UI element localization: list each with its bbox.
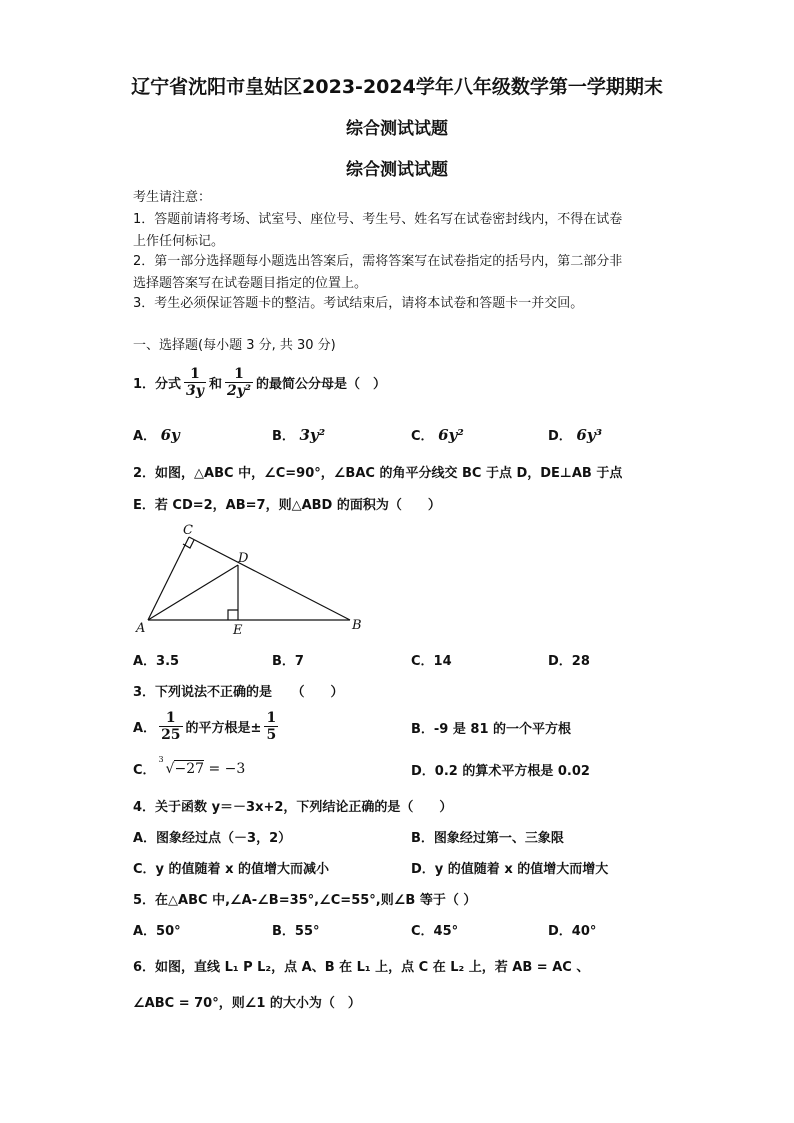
q1-option-d-label: D． <box>548 429 572 444</box>
q2-option-b: B．7 <box>272 654 304 669</box>
q3-option-a-fraction-2 <box>264 710 278 743</box>
q1-option-b-value: 3y² <box>299 426 326 444</box>
q4-option-c: C．y 的值随着 x 的值增大而减小 <box>133 862 329 877</box>
q5-option-d: D．40° <box>548 924 597 939</box>
q3-frac-num: 1 <box>165 709 176 726</box>
q1-option-a-label: A． <box>133 429 157 444</box>
q1-option-c <box>411 425 464 444</box>
q4-option-b: B．图象经过第一、三象限 <box>411 831 564 846</box>
q1-frac2-den: 2y² <box>226 382 251 399</box>
label-c: C <box>183 523 193 538</box>
q5-option-c: C．45° <box>411 924 459 939</box>
page-subtitle-repeat: 综合测试试题 <box>346 160 448 180</box>
label-b: B <box>352 618 362 633</box>
q2-option-c: C．14 <box>411 654 452 669</box>
q1-prefix: 1．分式 <box>133 376 182 392</box>
q3-option-c-label: C． <box>133 763 156 778</box>
q1-option-b <box>272 425 325 444</box>
question-6-line-2: ∠ABC = 70°，则∠1 的大小为（ ） <box>133 996 361 1011</box>
q3-option-a-fraction <box>159 710 182 743</box>
q1-frac2-num: 1 <box>234 365 244 382</box>
q1-option-a <box>133 425 180 444</box>
notice-item-1b: 上作任何标记。 <box>133 234 225 249</box>
q3-frac-den: 25 <box>161 726 181 743</box>
notice-item-1a: 1．答题前请将考场、试室号、座位号、考生号、姓名写在试卷密封线内，不得在试卷 <box>133 212 623 227</box>
label-d: D <box>238 551 249 566</box>
q3-option-a-label: A． <box>133 720 157 736</box>
segment-cb <box>189 537 350 620</box>
root-index: 3 <box>158 754 164 764</box>
triangle-figure <box>130 520 380 642</box>
q3-option-a-text: 的平方根是± <box>185 720 262 736</box>
label-a: A <box>136 621 146 636</box>
q4-option-a: A．图象经过点（－3，2） <box>133 831 292 846</box>
notice-heading: 考生请注意： <box>133 190 212 205</box>
right-angle-mark-e <box>228 610 238 620</box>
q1-option-a-value: 6y <box>160 426 180 444</box>
q2-option-a: A．3.5 <box>133 654 180 669</box>
q1-mid: 和 <box>208 376 222 392</box>
q5-option-b: B．55° <box>272 924 320 939</box>
q1-option-d <box>548 425 602 444</box>
q1-option-c-value: 6y² <box>438 426 464 444</box>
q5-option-a: A．50° <box>133 924 181 939</box>
q1-option-b-label: B． <box>272 429 295 444</box>
q3-option-d: D．0.2 的算术平方根是 0.02 <box>411 764 590 779</box>
question-1-stem <box>133 363 386 401</box>
q1-option-d-value: 6y³ <box>576 426 603 444</box>
q4-option-d: D．y 的值随着 x 的值增大而增大 <box>411 862 609 877</box>
page-title: 辽宁省沈阳市皇姑区2023-2024学年八年级数学第一学期期末 <box>131 76 663 98</box>
question-4-stem: 4．关于函数 y＝－3x+2，下列结论正确的是（ ） <box>133 800 453 815</box>
q1-option-c-label: C． <box>411 429 434 444</box>
root-result: = −3 <box>208 760 246 777</box>
notice-item-3: 3．考生必须保证答题卡的整洁。考试结束后，请将本试卷和答题卡一并交回。 <box>133 296 584 311</box>
q3-frac2-num: 1 <box>266 709 277 726</box>
q1-fraction-1 <box>184 366 206 399</box>
q3-option-b: B．-9 是 81 的一个平方根 <box>411 722 572 737</box>
q1-frac1-num: 1 <box>190 365 200 382</box>
q1-fraction-2 <box>225 366 253 399</box>
q3-frac2-den: 5 <box>266 726 277 743</box>
question-2-line-2: E．若 CD=2，AB=7，则△ABD 的面积为（ ） <box>133 498 441 513</box>
q2-option-d: D．28 <box>548 654 590 669</box>
radicand: −27 <box>174 760 205 777</box>
q1-suffix: 的最简公分母是（ ） <box>255 376 386 392</box>
cube-root-expression <box>158 754 246 777</box>
q3-option-c <box>133 754 246 778</box>
question-2-line-1: 2．如图，△ABC 中，∠C=90°，∠BAC 的角平分线交 BC 于点 D，DE⊥AB 于点 <box>133 466 623 481</box>
notice-item-2a: 2．第一部分选择题每小题选出答案后，需将答案写在试卷指定的括号内，第二部分非 <box>133 254 623 269</box>
notice-item-2b: 选择题答案写在试卷题目指定的位置上。 <box>133 276 368 291</box>
label-e: E <box>233 623 243 638</box>
question-5-stem: 5．在△ABC 中,∠A-∠B=35°,∠C=55°,则∠B 等于（ ） <box>133 893 477 908</box>
radical-sign: √ <box>165 760 175 777</box>
section-heading: 一、选择题(每小题 3 分, 共 30 分) <box>133 338 336 353</box>
q1-frac1-den: 3y <box>186 382 204 399</box>
q3-option-a <box>133 707 281 745</box>
question-6-line-1: 6．如图，直线 L₁ P L₂，点 A、B 在 L₁ 上，点 C 在 L₂ 上，若 AB = AC 、 <box>133 960 590 975</box>
page-subtitle: 综合测试试题 <box>346 119 448 139</box>
question-3-stem: 3．下列说法不正确的是 （ ） <box>133 685 344 700</box>
